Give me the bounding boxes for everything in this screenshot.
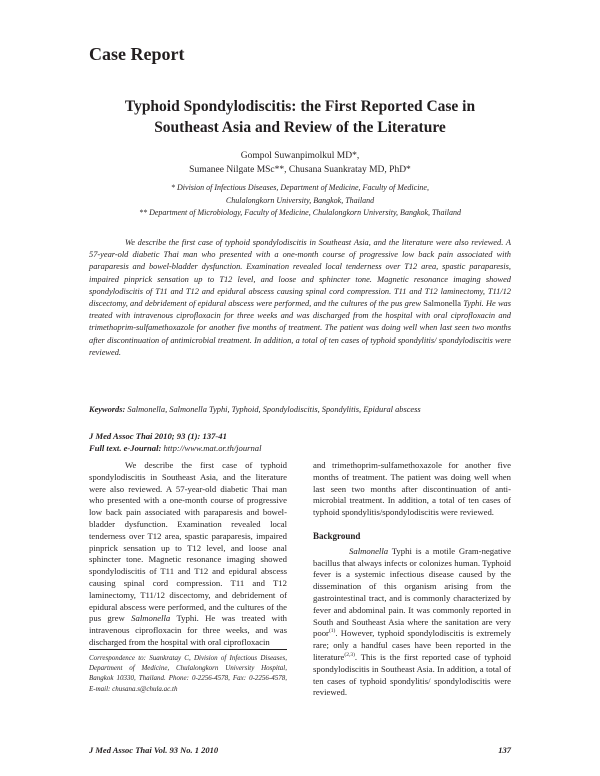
- title-line-1: Typhoid Spondylodiscitis: the First Reported Case in: [124, 98, 476, 115]
- citation-label: J Med Assoc Thai 2010; 93 (1): 137-41: [89, 431, 227, 441]
- body-column-right: [313, 460, 511, 699]
- journal-url-link[interactable]: http://www.mat.or.th/journal: [163, 443, 262, 453]
- background-text-a: Typhi is a motile Gram-negative bacillus that always infects or colonizes human. Typhoid fever is a systemic infectious disease caused by the dissemination of this organism arising from the gastrointestinal tract, and is commonly characterized by fever and abdominal pain. It was commonly reported in South and Southeast Asia where the sanitation are very poor: [313, 545, 511, 639]
- reference-1[interactable]: (1): [328, 628, 336, 635]
- fulltext-label: Full text. e-Journal:: [89, 443, 162, 453]
- background-paragraph: [313, 546, 511, 699]
- footer-journal: J Med Assoc Thai Vol. 93 No. 1 2010: [89, 745, 219, 755]
- background-heading: Background: [313, 530, 361, 541]
- affiliation-line-1: * Division of Infectious Diseases, Department of Medicine, Faculty of Medicine,: [171, 183, 429, 192]
- body-column-left: [89, 460, 287, 649]
- keywords-label: Keywords:: [89, 405, 126, 414]
- authors-line-1: Gompol Suwanpimolkul MD*,: [240, 151, 360, 161]
- intro-text-a: We describe the first case of typhoid spondylodiscitis in Southeast Asia, and the literature were also reviewed. A 57-year-old diabetic Thai man who presented with a one-month course of progressive low back pain associated with paraparesis and bowel-bladder dysfunction. Examination revealed local tenderness over T12 area, spastic paraparesis, impaired pinprick sensation up to T12 level, and loose anal sphincter tone. Magnetic resonance imaging showed spondylodiscitis of T11 and T12 and epidural abscess causing spinal cord compression. T11 and T12 laminectomy, T11/12 discectomy, and debridement of epidural abscess were performed, and the cultures of the pus grew: [89, 460, 287, 624]
- intro-organism: Salmonella: [131, 613, 171, 624]
- affiliations: [60, 182, 540, 220]
- author-list: [60, 150, 540, 177]
- reference-2-3[interactable]: (2,3): [344, 652, 355, 659]
- article-title: [60, 96, 540, 138]
- abstract-organism: Salmonella: [423, 299, 461, 309]
- correspondence-footnote: Correspondence to: Suankratay C, Division of Infectious Diseases, Department of Medicine, Chulalongkorn University Hospital, Bangkok 10330, Thailand. Phone: 0-2256-4578, Fax: 0-2256-4578, E-mail: chusana.s@chula.ac.th: [89, 654, 287, 693]
- citation-block: [89, 430, 511, 454]
- title-line-2: Southeast Asia and Review of the Literature: [154, 119, 446, 136]
- abstract-text-b: Typhi. He was treated with intravenous ciprofloxacin for three weeks and was discharged from the hospital with oral ciprofloxacin and trimethoprim-sulfamethoxazole for another five months of treatment. The patient was doing well when last seen two months after discontinuation of antimicrobial treatment. In addition, a total of ten cases of typhoid spondylitis/ spondylodiscitis were reviewed.: [89, 299, 511, 357]
- abstract-text-a: We describe the first case of typhoid spondylodiscitis in Southeast Asia, and the literature were also reviewed. A 57-year-old diabetic Thai man who presented with a one-month course of progressive low back pain associated with paraparesis and bowel-bladder dysfunction. Examination revealed local tenderness over T12 area, spastic paraparesis, impaired pinprick sensation up to T12 level, and loose and sphincter tone. Magnetic resonance imaging showed spondylodiscitis of T11 and T12 and epidural abscess causing spinal cord compression. T11 and T12 laminectomy, T11/12 discectomy, and debridement of epidural abscess were performed, and the cultures of the pus grew: [89, 238, 511, 309]
- intro-text-b: Typhi. He was treated with intravenous ciprofloxacin for three weeks, and was discharged from the hospital with oral ciprofloxacin: [89, 613, 287, 647]
- keywords-text: Salmonella, Salmonella Typhi, Typhoid, Spondylodiscitis, Spondylitis, Epidural abscess: [127, 405, 421, 414]
- affiliation-line-2: Chulalongkorn University, Bangkok, Thailand: [225, 195, 375, 205]
- background-text-b: . However, typhoid spondylodiscitis is extremely rare; only a handful cases have been reported in the literature: [313, 628, 511, 662]
- abstract: [89, 237, 511, 359]
- intro-paragraph: [89, 460, 287, 649]
- authors-line-2: Sumanee Nilgate MSc**, Chusana Suankratay MD, PhD*: [189, 164, 411, 175]
- footnote-divider: [89, 649, 287, 650]
- section-label: Case Report: [89, 44, 185, 64]
- keywords: [89, 404, 511, 416]
- background-text-c: . This is the first reported case of typhoid spondylodiscitis in Southeast Asia. In addition, a total of ten cases of typhoid spondylitis/ spondylodiscitis were reviewed.: [313, 651, 511, 698]
- page-number: 137: [498, 745, 511, 755]
- affiliation-line-3: ** Department of Microbiology, Faculty of Medicine, Chulalongkorn University, Bangkok, Thailand: [139, 208, 461, 217]
- intro-paragraph-continued: and trimethoprim-sulfamethoxazole for another five months of treatment. The patient was doing well when last seen two months after discontinuation of anti-microbial treatment. In addition, a total of ten cases of typhoid spondylitis/spondylodiscitis were reviewed.: [313, 460, 511, 518]
- background-organism: Salmonella: [349, 545, 389, 556]
